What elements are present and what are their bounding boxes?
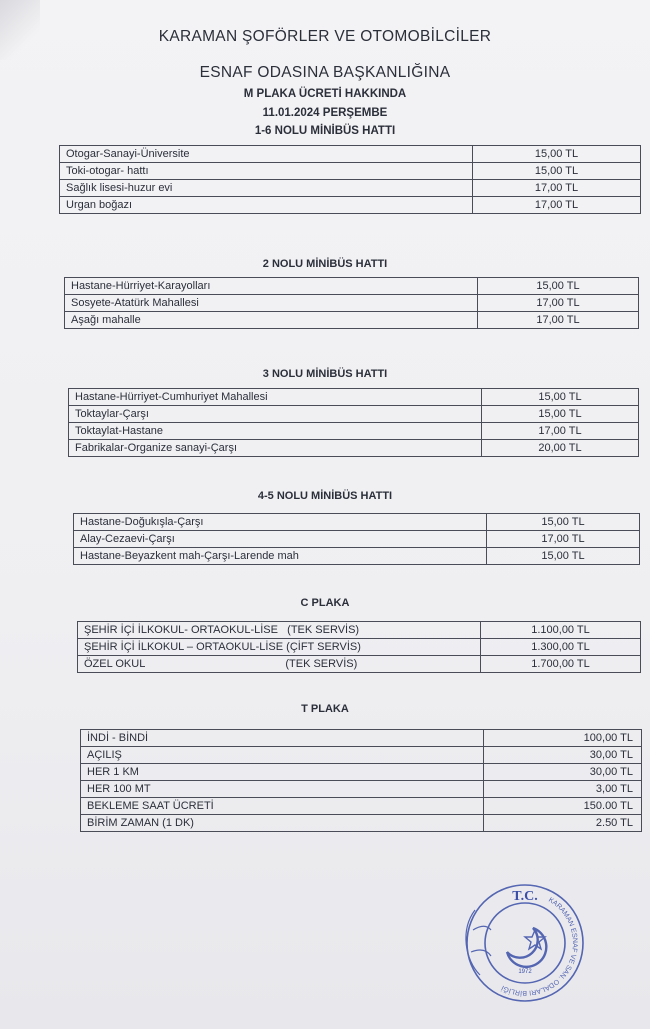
item-cell: BEKLEME SAAT ÜCRETİ <box>81 798 484 815</box>
table-row <box>69 440 639 457</box>
route-cell <box>78 639 481 656</box>
price-cell: 3,00 TL <box>484 781 642 798</box>
route-cell: Fabrikalar-Organize sanayi-Çarşı <box>69 440 482 457</box>
table-row <box>74 531 640 548</box>
route-cell: Urgan boğazı <box>60 197 473 214</box>
table-4-5 <box>73 513 640 565</box>
table-1-6 <box>59 145 641 214</box>
route-cell: Toktaylat-Hastane <box>69 423 482 440</box>
table-row <box>81 815 642 832</box>
table-row <box>81 764 642 781</box>
signature-scribble <box>466 910 491 975</box>
section-title-t-plaka: T PLAKA <box>301 703 349 715</box>
route-cell: Sağlık lisesi-huzur evi <box>60 180 473 197</box>
subject-line: M PLAKA ÜCRETİ HAKKINDA <box>243 88 407 100</box>
header-line-1: KARAMAN ŞOFÖRLER VE OTOMOBİLCİLER <box>158 28 492 45</box>
price-cell: 17,00 TL <box>478 312 639 329</box>
table-row <box>65 295 639 312</box>
price-cell: 15,00 TL <box>473 146 641 163</box>
price-cell: 30,00 TL <box>484 764 642 781</box>
table-row <box>65 278 639 295</box>
service-text: (ÇİFT SERVİS) <box>286 641 361 653</box>
price-cell: 15,00 TL <box>482 406 639 423</box>
table-row <box>60 163 641 180</box>
price-cell: 100,00 TL <box>484 730 642 747</box>
table-3 <box>68 388 639 457</box>
table-row <box>78 639 641 656</box>
table-row <box>81 747 642 764</box>
date-line: 11.01.2024 PERŞEMBE <box>262 107 388 119</box>
route-cell: Sosyete-Atatürk Mahallesi <box>65 295 478 312</box>
price-cell: 15,00 TL <box>487 514 640 531</box>
item-cell: HER 1 KM <box>81 764 484 781</box>
route-cell: Toktaylar-Çarşı <box>69 406 482 423</box>
table-row <box>60 180 641 197</box>
section-title-1-6: 1-6 NOLU MİNİBÜS HATTI <box>254 125 396 137</box>
price-cell: 2.50 TL <box>484 815 642 832</box>
service-text: (TEK SERVİS) <box>285 658 358 670</box>
item-cell: AÇILIŞ <box>81 747 484 764</box>
stamp-year: 1972 <box>518 969 532 975</box>
table-row <box>78 656 641 673</box>
section-title-3: 3 NOLU MİNİBÜS HATTI <box>262 368 388 380</box>
stamp-ring-text: KARAMAN ESNAF VE SAN. ODALARI BİRLİĞİ <box>500 896 579 997</box>
service-text: (TEK SERVİS) <box>287 624 360 636</box>
table-row <box>74 514 640 531</box>
table-row <box>78 622 641 639</box>
table-row <box>69 389 639 406</box>
item-cell: BİRİM ZAMAN (1 DK) <box>81 815 484 832</box>
official-seal-stamp <box>455 870 595 1020</box>
route-cell: Hastane-Beyazkent mah-Çarşı-Larende mah <box>74 548 487 565</box>
price-cell: 1.300,00 TL <box>481 639 641 656</box>
price-cell: 15,00 TL <box>478 278 639 295</box>
item-cell: İNDİ - BİNDİ <box>81 730 484 747</box>
section-title-c-plaka: C PLAKA <box>300 597 350 609</box>
price-cell: 15,00 TL <box>482 389 639 406</box>
table-c-plaka <box>77 621 641 673</box>
table-row <box>74 548 640 565</box>
price-cell: 15,00 TL <box>487 548 640 565</box>
price-cell: 17,00 TL <box>473 180 641 197</box>
table-row <box>69 406 639 423</box>
price-cell: 17,00 TL <box>478 295 639 312</box>
table-row <box>81 730 642 747</box>
price-cell: 150.00 TL <box>484 798 642 815</box>
item-cell: HER 100 MT <box>81 781 484 798</box>
table-row <box>81 781 642 798</box>
price-cell: 17,00 TL <box>482 423 639 440</box>
route-cell: Hastane-Hürriyet-Karayolları <box>65 278 478 295</box>
route-cell: Toki-otogar- hattı <box>60 163 473 180</box>
route-cell <box>78 622 481 639</box>
route-cell <box>78 656 481 673</box>
section-title-2: 2 NOLU MİNİBÜS HATTI <box>262 258 388 270</box>
route-cell: Aşağı mahalle <box>65 312 478 329</box>
price-cell: 17,00 TL <box>473 197 641 214</box>
price-cell: 15,00 TL <box>473 163 641 180</box>
stamp-top-text: T.C. <box>512 889 538 904</box>
price-cell: 1.100,00 TL <box>481 622 641 639</box>
route-text: ŞEHİR İÇİ İLKOKUL – ORTAOKUL-LİSE <box>84 641 284 653</box>
price-cell: 30,00 TL <box>484 747 642 764</box>
table-t-plaka <box>80 729 642 832</box>
table-row <box>65 312 639 329</box>
route-cell: Alay-Cezaevi-Çarşı <box>74 531 487 548</box>
route-text: ŞEHİR İÇİ İLKOKUL- ORTAOKUL-LİSE <box>84 624 278 636</box>
route-text: ÖZEL OKUL <box>84 658 146 670</box>
table-row <box>60 197 641 214</box>
table-row <box>81 798 642 815</box>
price-cell: 17,00 TL <box>487 531 640 548</box>
price-cell: 1.700,00 TL <box>481 656 641 673</box>
header-line-2: ESNAF ODASINA BAŞKANLIĞINA <box>199 64 451 81</box>
table-2 <box>64 277 639 329</box>
table-row <box>69 423 639 440</box>
section-title-4-5: 4-5 NOLU MİNİBÜS HATTI <box>257 490 393 502</box>
route-cell: Hastane-Hürriyet-Cumhuriyet Mahallesi <box>69 389 482 406</box>
route-cell: Hastane-Doğukışla-Çarşı <box>74 514 487 531</box>
price-cell: 20,00 TL <box>482 440 639 457</box>
table-row <box>60 146 641 163</box>
route-cell: Otogar-Sanayi-Üniversite <box>60 146 473 163</box>
